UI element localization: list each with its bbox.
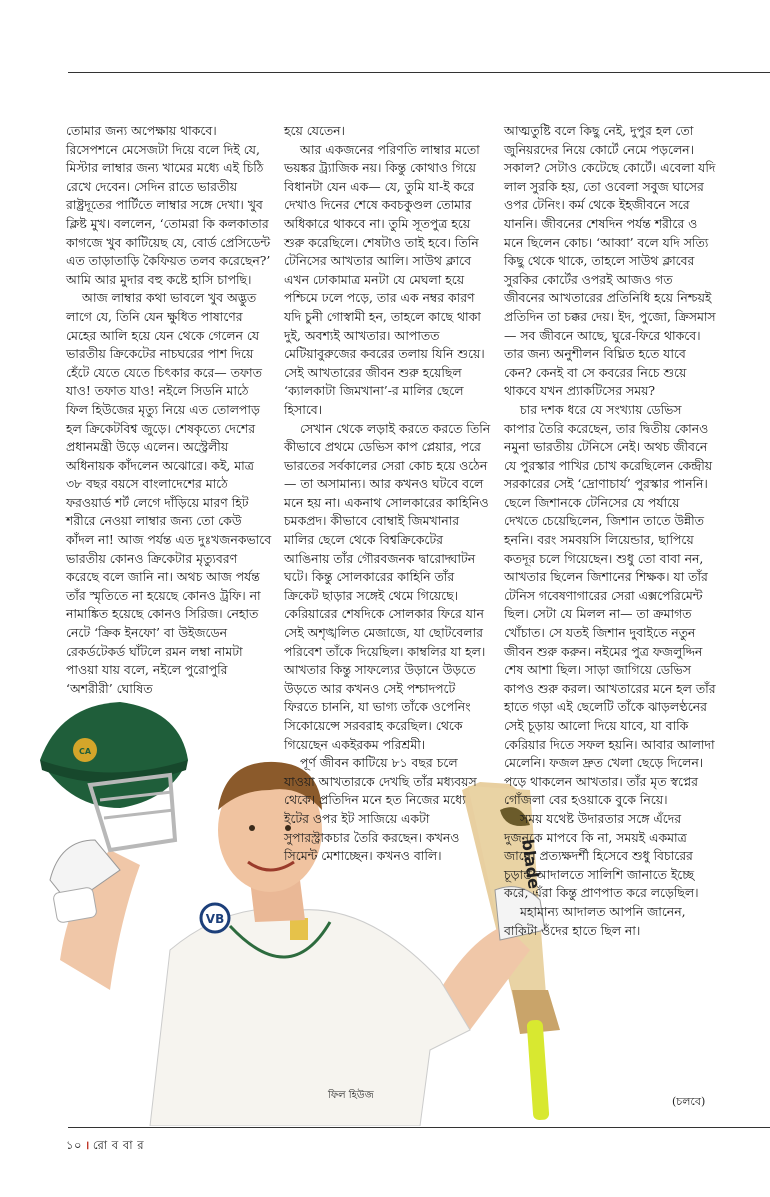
top-rule bbox=[68, 72, 770, 73]
helmet-badge-label: CA bbox=[78, 747, 92, 756]
paragraph: হয়ে যেতেন। bbox=[284, 123, 345, 138]
page-number: ১০ bbox=[66, 1138, 82, 1152]
helmet-icon bbox=[40, 702, 188, 850]
paragraph: পূর্ণ জীবন কাটিয়ে ৮১ বছর চলে যাওয়া আখতারকে দেখছি তাঁর মধ্যবয়স থেকে। প্রতিদিন মনে হত নিজের মধ্যে ইটের ওপর ইট সাজিয়ে একটা সুপারস্ট্রাকচার তৈরি করছেন। কখনও সিমেন্ট মেশাচ্ছেন। কখনও বালি। bbox=[284, 755, 477, 864]
paragraph: চার দশক ধরে যে সংখ্যায় ডেভিস কাপার তৈরি করেছেন, তার দ্বিতীয় কোনও নমুনা ভারতীয় টেনিসে নেই। অথচ জীবনে যে পুরস্কার পাখির চোখ করেছিলেন কেন্দ্রীয় সরকারের সেই ‘দ্রোণাচার্য’ পুরস্কার পাননি। ছেলে জিশানকে টেনিসের যে পর্যায়ে দেখতে চেয়েছিলেন, জিশান তাতে উন্নীত হননি। বরং সমবয়সি লিয়েন্ডার, ছাপিয়ে কতদূর চলে গিয়েছেন। শুধু তো বাবা নন, আখতার ছিলেন জিশানের শিক্ষক। যা তাঁর টেনিস গবেষণাগারের সেরা এক্সপেরিমেন্ট ছিল। সেটা যে মিলল না— তা ক্রমাগত খোঁচাত। সে যতই জিশান দুবাইতে নতুন জীবন শুরু করুন। নইমের পুত্র ফজলুদ্দিন শেষ আশা ছিল। সাড়া জাগিয়ে ডেভিস কাপও শুরু করল। আখতারের মনে হল তাঁর হাতে গড়া এই ছেলেটি তাঁকে ঝাড়লণ্ঠনের সেই চূড়ায় আলো দিয়ে যাবে, যা বাকি কেরিয়ার দিতে সফল হয়নি। আবার আলাদা মেলেনি। ফজল দ্রুত খেলা ছেড়ে দিলেন। পড়ে থাকলেন আখতার। তাঁর মৃত স্বপ্নের গোঁজলা বের হওয়াকে বুকে নিয়ে। bbox=[504, 401, 716, 808]
article-column-2 bbox=[284, 122, 492, 866]
bottom-rule bbox=[68, 1127, 770, 1128]
shirt-badge-label: VB bbox=[205, 912, 225, 926]
paragraph: তোমার জন্য অপেক্ষায় থাকবে। রিসেপশনে মেসেজটা দিয়ে বলে দিই যে, মিস্টার লাম্বার জন্য খামের মধ্যে এই চিঠি রেখে দেবেন। সেদিন রাতে ভারতীয় রাষ্ট্রদূতের পার্টিতে লাম্বার সঙ্গে দেখা। খুব ক্লিষ্ট মুখ। বললেন, ‘তোমরা কি কলকাতার কাগজে খুব কাটিয়েছ যে, বোর্ড প্রেসিডেন্ট এত তাড়াতাড়ি কৈফিয়ত তলব করেছেন?’ আমি আর মুদার বহু কষ্টে হাসি চাপছি। bbox=[66, 123, 271, 287]
continued-label: (চলবে) bbox=[672, 1095, 706, 1108]
paragraph: সেখান থেকে লড়াই করতে করতে তিনি কীভাবে প্রথমে ডেভিস কাপ প্লেয়ার, পরে ভারতের সর্বকালের সেরা কোচ হয়ে ওঠেন— তা অসামান্য। আর কখনও ঘটবে বলে মনে হয় না। একনাথ সোলকারের কাহিনিও চমকপ্রদ। কীভাবে বোম্বাই জিমখানার মালির ছেলে থেকে বিশ্বক্রিকেটের আঙিনায় তাঁর গৌরবজনক দ্বারোদ্ঘাটন ঘটে। কিন্তু সোলকারের কাহিনি তাঁর ক্রিকেট ছাড়ার সঙ্গেই থেমে গিয়েছে। কেরিয়ারের শেষদিকে সোলকার ফিরে যান সেই অশৃঙ্খলিত মেজাজে, যা ছোটবেলার পরিবেশ তাঁকে দিয়েছিল। কাম্বলির যা হল। আখতার কিন্তু সাফল্যের উড়ানে উড়তে উড়তে আর কখনও সেই পশ্চাদপটে ফিরতে চাননি, যা ভাগ্য তাঁকে ওপেনিং সিকোয়েন্সে সরবরাহ করেছিল। থেকে গিয়েছেন একইরকম পরিশ্রমী। bbox=[284, 420, 491, 752]
photo-caption: ফিল হিউজ bbox=[328, 1090, 374, 1101]
paragraph: আত্মতুষ্টি বলে কিছু নেই, দুপুর হল তো জুনিয়রদের নিয়ে কোর্টে নেমে পড়লেন। সকাল? সেটাও কেটেছে কোর্টে। এবেলা যদি লাল সুরকি হয়, তো ওবেলা সবুজ ঘাসের ওপর টেনিং। কর্ম থেকে ইহজীবনে সরে যাননি। জীবনের শেষদিন পর্যন্ত শরীরে ও মনে ছিলেন কোচ। ‘আব্বা’ বলে যদি সত্যি কিছু থেকে থাকে, তাহলে সাউথ ক্লাবের সুরকির কোর্টের ওপরই আজও গত জীবনের আখতারের প্রতিনিধি হয়ে নিশ্চয়ই প্রতিদিন তা চক্কর দেয়। ইদ, পুজো, ক্রিসমাস— সব জীবনে আছে, ঘুরে-ফিরে থাকবে। তার জন্য অনুশীলন বিঘ্নিত হতে যাবে কেন? কেনই বা সে কবরের নিচে শুয়ে থাকবে যখন প্র্যাকটিসের সময়? bbox=[504, 123, 716, 399]
paragraph: সময় যথেষ্ট উদারতার সঙ্গে এঁদের দুজনকে মাপবে কি না, সময়ই একমাত্র জানে। প্রত্যক্ষদর্শী হিসেবে শুধু বিচারের চূড়ান্ত আদালতে সালিশি জানাতে ইচ্ছে করে, এঁরা কিন্তু প্রাণপাত করে লড়েছিল। bbox=[504, 810, 699, 901]
article-column-1 bbox=[66, 122, 272, 698]
paragraph: আর একজনের পরিণতি লাম্বার মতো ভয়ঙ্কর ট্র্যাজিক নয়। কিন্তু কোথাও গিয়ে বিধানটা যেন এক— যে, তুমি যা-ই করে দেখাও দিনের শেষে কবচকুণ্ডল তোমার অধিকারে থাকবে না। তুমি সূতপুত্র হয়ে শুরু করেছিলে। শেষটাও তাই হবে। তিনি টেনিসের আখতার আলি। সাউথ ক্লাবে এখন ঢোকামাত্র মনটা যে মেঘলা হয়ে পশ্চিমে ঢলে পড়ে, তার এক নম্বর কারণ যদি চুনী গোস্বামী হন, তাহলে কাছে থাকা দুই, অবশ্যই আখতার। আপাতত মেটিয়াবুরুজের কবরের তলায় যিনি শুয়ে। সেই আখতারের জীবন শুরু হয়েছিল ‘ক্যালকাটা জিমখানা’-র মালির ছেলে হিসাবে। bbox=[284, 141, 485, 417]
paragraph: আজ লাম্বার কথা ভাবলে খুব অদ্ভুত লাগে যে, তিনি যেন ক্ষুধিত পাষাণের মেহের আলি হয়ে যেন থেকে গেলেন যে ভারতীয় ক্রিকেটের নাচঘরের পাশ দিয়ে হেঁটে যেতে যেতে চিৎকার করে— তফাত যাও! তফাত যাও! নইলে সিডনি মাঠে ফিল হিউজের মৃত্যু নিয়ে এত তোলপাড় হল ক্রিকেটবিশ্ব জুড়ে। শেষকৃত্যে দেশের প্রধানমন্ত্রী উড়ে এলেন। অস্ট্রেলীয় অধিনায়ক কাঁদলেন অঝোরে। কই, মাত্র ৩৮ বছর বয়সে বাংলাদেশের মাঠে ফরওয়ার্ড শর্ট লেগে দাঁড়িয়ে মারণ হিট শরীরে নেওয়া লাম্বার জন্য তো কেউ কাঁদল না! আজ পর্যন্ত এত দুঃখজনকভাবে ভারতীয় কোনও ক্রিকেটার মৃত্যুবরণ করেছে বলে জানি না। অথচ আজ পর্যন্ত তাঁর স্মৃতিতে না হয়েছে কোনও ট্রফি। না নামাঙ্কিত হয়েছে কোনও সিরিজ। নেহাত নেটে ‘ক্রিক ইনফো’ বা উইজডেন রেকর্ডটেকর্ড ঘাঁটলে রমন লম্বা নামটা পাওয়া যায় বলে, নইলে পুরোপুরি ‘অশরীরী’ ঘোষিত bbox=[66, 290, 272, 696]
paragraph: মহামান্য আদালত আপনি জানেন, বাকিটা ওঁদের হাতে ছিল না। bbox=[504, 903, 686, 938]
page-footer bbox=[66, 1137, 144, 1156]
footer-separator: । bbox=[84, 1138, 90, 1152]
bat-brand-label: blade bbox=[518, 837, 544, 891]
magazine-name: রো ব বা র bbox=[92, 1138, 145, 1152]
article-column-3 bbox=[504, 122, 716, 940]
